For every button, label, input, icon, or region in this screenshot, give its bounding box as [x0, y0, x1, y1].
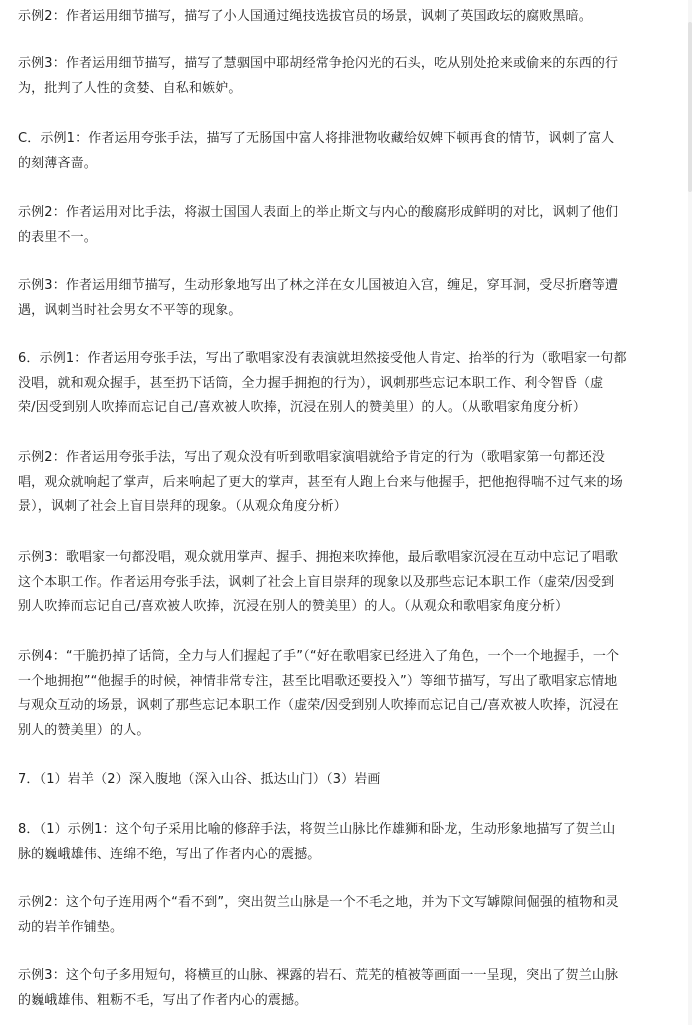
text-line: 遇，讽刺当时社会男女不平等的现象。: [18, 302, 242, 318]
paragraph-example-2-lilliput: [18, 5, 668, 30]
text-line: 示例2：作者运用对比手法，将淑士国国人表面上的举止斯文与内心的酸腐形成鲜明的对比，讽刺了他们: [18, 205, 619, 220]
text-line: 为，批判了人性的贪婪、自私和嫉妒。: [18, 80, 242, 96]
text-line: 示例2：这个句子连用两个“看不到”，突出贺兰山脉是一个不毛之地，并为下文写罅隙间倔强的植物和灵: [18, 895, 619, 910]
paragraph-example-3-houyhnhnm: [18, 52, 668, 101]
text-line: C．示例1：作者运用夸张手法，描写了无肠国中富人将排泄物收藏给奴婢下顿再食的情节，讽刺了富人: [18, 131, 615, 146]
scrollbar-thumb[interactable]: [688, 22, 692, 192]
text-line: 7．（1）岩羊（2）深入腹地（深入山谷、抵达山门）（3）岩画: [18, 772, 381, 787]
paragraph-q6-example-1: [18, 347, 668, 421]
text-line: 一个地拥抱”“他握手的时候，神情非常专注，甚至比唱歌还要投入”）等细节描写，写出了歌唱家忘情地: [18, 673, 618, 689]
text-line: 6．示例1：作者运用夸张手法，写出了歌唱家没有表演就坦然接受他人肯定、抬举的行为（歌唱家一句都: [18, 351, 627, 366]
text-line: 荣/因受到别人吹捧而忘记自己/喜欢被人吹捧，沉浸在别人的赞美里）的人。（从歌唱家角度分析）: [18, 400, 587, 415]
text-line: 的刻薄吝啬。: [18, 155, 97, 171]
paragraph-c-example-3: [18, 274, 668, 323]
text-line: 8．（1）示例1：这个句子采用比喻的修辞手法，将贺兰山脉比作雄狮和卧龙，生动形象地描写了贺兰山: [18, 822, 616, 837]
paragraph-q8-example-2: [18, 891, 668, 940]
text-line: 这个本职工作。作者运用夸张手法，讽刺了社会上盲目崇拜的现象以及那些忘记本职工作（虚荣/因受到: [18, 574, 615, 590]
text-line: 别人的赞美里）的人。: [18, 722, 150, 738]
text-line: 示例2：作者运用夸张手法，写出了观众没有听到歌唱家演唱就给予肯定的行为（歌唱家第一句都还没: [18, 450, 606, 465]
text-line: 示例3：歌唱家一句都没唱，观众就用掌声、握手、拥抱来吹捧他，最后歌唱家沉浸在互动中忘记了唱歌: [18, 550, 619, 565]
text-line: 景），讽刺了社会上盲目崇拜的现象。（从观众角度分析）: [18, 499, 347, 514]
text-line: 别人吹捧而忘记自己/喜欢被人吹捧，沉浸在别人的赞美里）的人。（从观众和歌唱家角度分析）: [18, 599, 569, 614]
text-line: 示例4：“干脆扔掉了话筒，全力与人们握起了手”（“好在歌唱家已经进入了角色，一个一个地握手，一个: [18, 649, 620, 664]
paragraph-c-example-2: [18, 201, 668, 250]
text-line: 示例3：作者运用细节描写，生动形象地写出了林之洋在女儿国被迫入宫，缠足，穿耳洞，受尽折磨等遭: [18, 278, 619, 293]
paragraph-c-example-1: [18, 127, 668, 176]
text-line: 示例3：作者运用细节描写，描写了慧骃国中耶胡经常争抢闪光的石头，吃从别处抢来或偷来的东西的行: [18, 56, 619, 71]
text-line: 唱，观众就响起了掌声，后来响起了更大的掌声，甚至有人跑上台来与他握手，把他抱得喘不过气来的场: [18, 474, 623, 490]
text-line: 脉的巍峨雄伟、连绵不绝，写出了作者内心的震撼。: [18, 846, 321, 862]
paragraph-q6-example-4: [18, 645, 668, 743]
paragraph-q7-answer: [18, 768, 668, 793]
text-line: 的表里不一。: [18, 229, 97, 245]
paragraph-q8-example-3: [18, 964, 668, 1013]
text-line: 与观众互动的场景，讽刺了那些忘记本职工作（虚荣/因受到别人吹捧而忘记自己/喜欢被人吹捧，沉浸在: [18, 698, 619, 713]
text-line: 示例2：作者运用细节描写，描写了小人国通过绳技选拔官员的场景，讽刺了英国政坛的腐败黑暗。: [18, 9, 592, 24]
paragraph-q8-example-1: [18, 818, 668, 867]
vertical-scrollbar[interactable]: [688, 0, 692, 1025]
text-line: 动的岩羊作铺垫。: [18, 919, 124, 935]
text-line: 示例3：这个句子多用短句，将横亘的山脉、裸露的岩石、荒芜的植被等画面一一呈现，突出了贺兰山脉: [18, 968, 619, 983]
paragraph-q6-example-3: [18, 546, 668, 620]
text-line: 没唱，就和观众握手，甚至扔下话筒，全力握手拥抱的行为），讽刺那些忘记本职工作、利令智昏（虚: [18, 375, 604, 391]
text-line: 的巍峨雄伟、粗粝不毛，写出了作者内心的震撼。: [18, 992, 308, 1008]
paragraph-q6-example-2: [18, 446, 668, 520]
